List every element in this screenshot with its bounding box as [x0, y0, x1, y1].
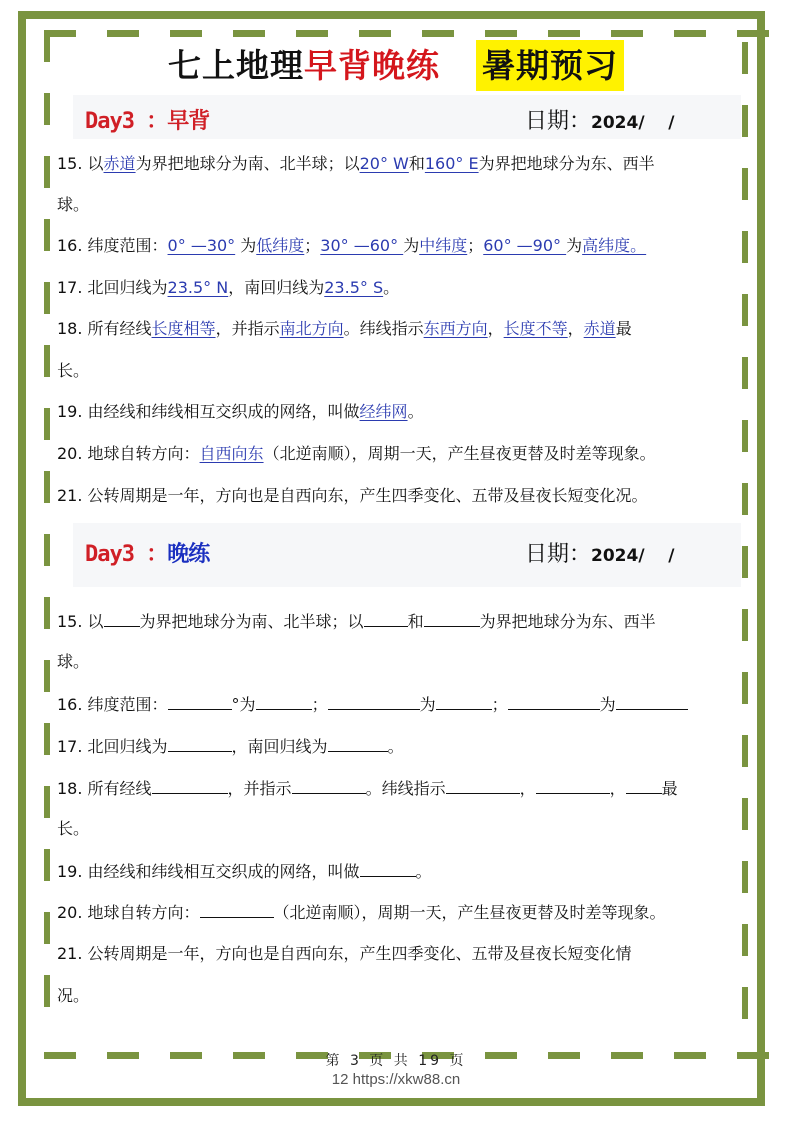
section-name: 晚练 — [167, 542, 210, 567]
evening-item-19: 19. 由经线和纬线相互交织成的网络，叫做 。 — [57, 862, 432, 881]
morning-item-17: 17. 北回归线为23.5° N，南回归线为23.5° S。 — [57, 278, 400, 297]
morning-item-18-cont: 长。 — [57, 361, 90, 380]
answer: 东西方向 — [423, 319, 488, 338]
answer: 30° —60° — [320, 236, 404, 255]
answer-blank[interactable] — [364, 610, 408, 627]
evening-item-20: 20. 地球自转方向： （北逆南顺），周期一天，产生昼夜更替及时差等现象。 — [57, 903, 666, 922]
evening-item-21: 21. 公转周期是一年，方向也是自西向东，产生四季变化、五带及昼夜长短变化情 — [57, 944, 632, 963]
answer-blank[interactable] — [616, 693, 688, 710]
border-dash — [44, 723, 50, 755]
evening-day-label — [85, 537, 209, 568]
morning-item-15: 15. 以赤道为界把地球分为南、北半球；以20° W和160° E为界把地球分为东、西半 — [57, 154, 655, 173]
border-dash — [422, 30, 454, 37]
morning-day-label — [85, 104, 209, 135]
answer-blank[interactable] — [104, 610, 140, 627]
border-dash — [548, 30, 580, 37]
morning-date — [525, 104, 674, 135]
page-title — [0, 40, 792, 87]
answer-blank[interactable] — [328, 693, 420, 710]
border-dash — [107, 30, 139, 37]
morning-item-20: 20. 地球自转方向：自西向东（北逆南顺），周期一天，产生昼夜更替及时差等现象。 — [57, 444, 656, 463]
evening-item-15: 15. 以 为界把地球分为南、北半球；以 和 为界把地球分为东、西半 — [57, 612, 656, 631]
source-url: 12 https://xkw88.cn — [331, 1071, 461, 1088]
answer: 经纬网 — [359, 402, 408, 421]
evening-item-15-cont: 球。 — [57, 652, 90, 671]
evening-item-18-cont: 长。 — [57, 819, 90, 838]
title-highlight: 暑期预习 — [476, 40, 624, 91]
evening-item-17: 17. 北回归线为 ，南回归线为 。 — [57, 737, 404, 756]
border-dash — [485, 30, 517, 37]
answer-blank[interactable] — [446, 777, 520, 794]
answer: 160° E — [424, 154, 479, 173]
answer: 23.5° S — [324, 278, 384, 297]
border-dash — [44, 597, 50, 629]
answer: 0° —30° — [167, 236, 236, 255]
answer-blank[interactable] — [626, 777, 662, 794]
border-dash — [44, 282, 50, 314]
answer: 23.5° N — [167, 278, 229, 297]
border-dash — [44, 345, 50, 377]
answer-blank[interactable] — [168, 693, 232, 710]
morning-item-15-cont: 球。 — [57, 195, 90, 214]
answer-blank[interactable] — [328, 735, 388, 752]
answer: 赤道 — [583, 319, 616, 338]
answer: 低纬度 — [256, 236, 305, 255]
answer-blank[interactable] — [168, 735, 232, 752]
border-dash — [296, 30, 328, 37]
answer: 中纬度 — [419, 236, 468, 255]
border-dash — [674, 30, 706, 37]
border-dash — [742, 546, 748, 578]
border-dash — [44, 471, 50, 503]
morning-section-header — [73, 95, 741, 139]
evening-item-18: 18. 所有经线 ，并指示 。纬线指示 ， ， 最 — [57, 779, 678, 798]
border-dash — [44, 219, 50, 251]
section-name: 早背 — [167, 109, 210, 134]
answer-blank[interactable] — [424, 610, 480, 627]
answer: 长度相等 — [151, 319, 216, 338]
date-value: 2024/ / — [591, 546, 675, 566]
date-value: 2024/ / — [591, 113, 675, 133]
answer-blank[interactable] — [292, 777, 366, 794]
evening-date — [525, 537, 674, 568]
border-dash — [44, 534, 50, 566]
border-dash — [44, 786, 50, 818]
border-dash — [359, 30, 391, 37]
answer: 南北方向 — [279, 319, 344, 338]
border-dash — [44, 408, 50, 440]
date-label: 日期： — [525, 542, 592, 567]
page-number: 第 3 页 共 19 页 — [325, 1053, 467, 1069]
morning-item-19: 19. 由经线和纬线相互交织成的网络，叫做经纬网。 — [57, 402, 424, 421]
border-dash — [44, 660, 50, 692]
answer-blank[interactable] — [200, 901, 274, 918]
border-dash — [611, 30, 643, 37]
evening-item-21-cont: 况。 — [57, 986, 90, 1005]
evening-section-header — [73, 523, 741, 587]
border-dash — [44, 975, 50, 1007]
answer-blank[interactable] — [360, 860, 416, 877]
answer-blank[interactable] — [508, 693, 600, 710]
border-dash — [742, 105, 748, 137]
answer: 60° —90° — [483, 236, 567, 255]
border-dash — [44, 912, 50, 944]
date-label: 日期： — [525, 109, 592, 134]
day-number: Day3 ： — [85, 109, 168, 134]
answer-blank[interactable] — [536, 777, 610, 794]
answer: 自西向东 — [199, 444, 264, 463]
evening-item-16: 16. 纬度范围： °为 ； 为 ； 为 — [57, 693, 747, 716]
answer-blank[interactable] — [152, 777, 228, 794]
answer: 长度不等 — [503, 319, 568, 338]
border-dash — [737, 30, 769, 37]
answer: 赤道 — [103, 154, 136, 173]
border-dash — [44, 849, 50, 881]
answer: 高纬度。 — [582, 236, 647, 255]
day-number: Day3 ： — [85, 542, 168, 567]
morning-item-18: 18. 所有经线长度相等，并指示南北方向。纬线指示东西方向，长度不等，赤道最 — [57, 319, 632, 338]
answer-blank[interactable] — [436, 693, 492, 710]
answer-blank[interactable] — [256, 693, 312, 710]
morning-item-21: 21. 公转周期是一年，方向也是自西向东，产生四季变化、五带及昼夜长短变化况。 — [57, 486, 648, 505]
answer: 20° W — [359, 154, 409, 173]
title-routine: 早背晚练 — [304, 46, 440, 85]
title-subject: 七上地理 — [168, 46, 304, 85]
border-dash — [233, 30, 265, 37]
border-dash — [44, 93, 50, 125]
morning-item-16: 16. 纬度范围：0° —30° 为低纬度；30° —60° 为中纬度；60° —90° 为高纬度。 — [57, 236, 647, 255]
border-dash — [170, 30, 202, 37]
border-dash — [44, 156, 50, 188]
